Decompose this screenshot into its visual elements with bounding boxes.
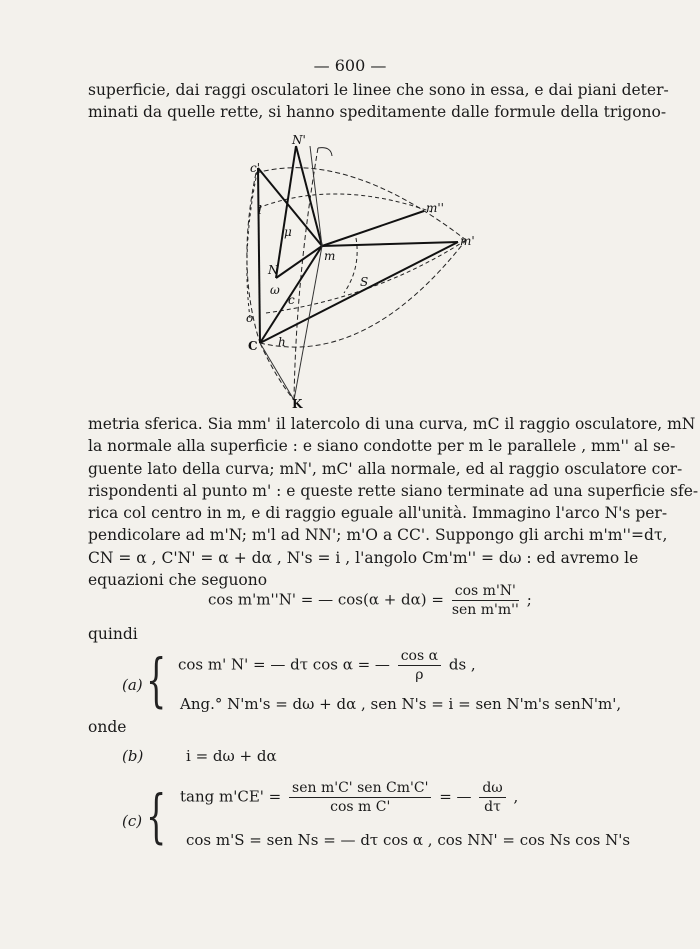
body-paragraph (88, 413, 699, 591)
line-m-mprime (322, 242, 458, 246)
text-line: superficie, dai raggi osculatori le linee che sono in essa, e dai piani deter- (88, 81, 669, 99)
equation-c-fraction-2 (479, 780, 505, 815)
label-N-prime: N' (292, 133, 306, 147)
equation-a-label: (a) (122, 676, 143, 694)
word-quindi: quindi (88, 625, 138, 643)
fraction-denominator: sen m'm'' (451, 602, 519, 618)
fraction-denominator: dτ (484, 799, 501, 815)
label-omega: ω (270, 283, 280, 297)
equation-c-line1-lhs: tang m'CE' = (180, 787, 282, 806)
text-line: metria sferica. Sia mm' il latercolo di una curva, mC il raggio osculatore, mN (88, 415, 696, 433)
arc-N-top (318, 148, 332, 156)
equation-main-lhs: cos m'm''N' = — cos(α + dα) = (208, 590, 444, 609)
line-m-N-upper (310, 146, 322, 246)
line-m-mdd (322, 211, 424, 246)
word-onde: onde (88, 718, 127, 736)
equation-c-line1-mid: = — (439, 787, 472, 806)
equation-c-brace: { (146, 782, 167, 850)
label-C: C (248, 339, 258, 353)
equation-b: i = dω + dα (186, 747, 277, 765)
equation-a-brace: { (146, 646, 167, 714)
equation-a-line1 (178, 648, 476, 683)
label-m-prime: m' (460, 234, 475, 248)
text-line: pendicolare ad m'N; m'l ad NN'; m'O a CC'. Suppongo gli archi m'm''=dτ, (88, 526, 668, 545)
equation-c-line1 (180, 780, 518, 815)
fraction-numerator: cos m'N' (452, 583, 519, 601)
page-number: — 600 — (313, 56, 387, 75)
equation-main (208, 583, 532, 618)
line-cprime-C (258, 168, 260, 343)
label-N: N (268, 263, 279, 277)
label-o: o (246, 311, 254, 325)
arc-upper (258, 194, 432, 212)
text-line: minati da quelle rette, si hanno speditamente dalle formule della trigono- (88, 103, 667, 122)
fraction-denominator: ρ (415, 667, 424, 683)
equation-b-label: (b) (122, 747, 144, 765)
text-line: equazioni che seguono (88, 571, 268, 590)
equation-main-tail: ; (526, 590, 532, 609)
label-m-dd: m'' (426, 201, 444, 215)
fraction-numerator: sen m'C' sen Cm'C' (289, 780, 431, 798)
label-h: h (278, 335, 286, 349)
equation-c-line2: cos m'S = sen Ns = — dτ cos α , cos NN' = cos Ns cos N's (186, 831, 631, 849)
equation-main-fraction (452, 583, 519, 618)
text-line: guente lato della curva; mN', mC' alla normale, ed al raggio osculatore cor- (88, 459, 683, 478)
label-S: S (360, 275, 369, 289)
line-C-K (260, 343, 294, 400)
equation-a-line1-tail: ds , (448, 655, 476, 674)
fraction-numerator: dω (479, 780, 505, 798)
label-c: c (288, 293, 295, 307)
equation-a-fraction (398, 648, 441, 683)
text-line: rica col centro in m, e di raggio eguale all'unità. Immagino l'arco N's per- (88, 504, 668, 523)
text-line: rispondenti al punto m' : e queste rette siano terminate ad una superficie sfe- (88, 481, 699, 500)
line-m-N (276, 246, 322, 278)
equation-c-line1-tail: , (513, 787, 519, 806)
equation-a-line1-lhs: cos m' N' = — dτ cos α = — (178, 655, 390, 674)
fraction-numerator: cos α (398, 648, 441, 666)
text-line: CN = α , C'N' = α + dα , N's = i , l'angolo Cm'm'' = dω : ed avremo le (88, 548, 639, 567)
text-line: la normale alla superficie : e siano condotte per m le parallele , mm'' al se- (88, 437, 676, 456)
label-l: l (258, 203, 262, 217)
spherical-geometry-figure (236, 128, 496, 410)
fraction-denominator: cos m C' (330, 799, 391, 815)
label-m: m (324, 249, 336, 263)
equation-c-label: (c) (122, 812, 143, 830)
equation-c-fraction-1 (289, 780, 431, 815)
intro-paragraph (88, 79, 669, 124)
label-c-prime: c' (250, 161, 261, 175)
equation-a-line2: Ang.° N'm's = dω + dα , sen N's = i = sen N'm's senN'm', (180, 695, 622, 713)
label-K: K (292, 397, 303, 410)
label-mu: μ (284, 225, 292, 239)
